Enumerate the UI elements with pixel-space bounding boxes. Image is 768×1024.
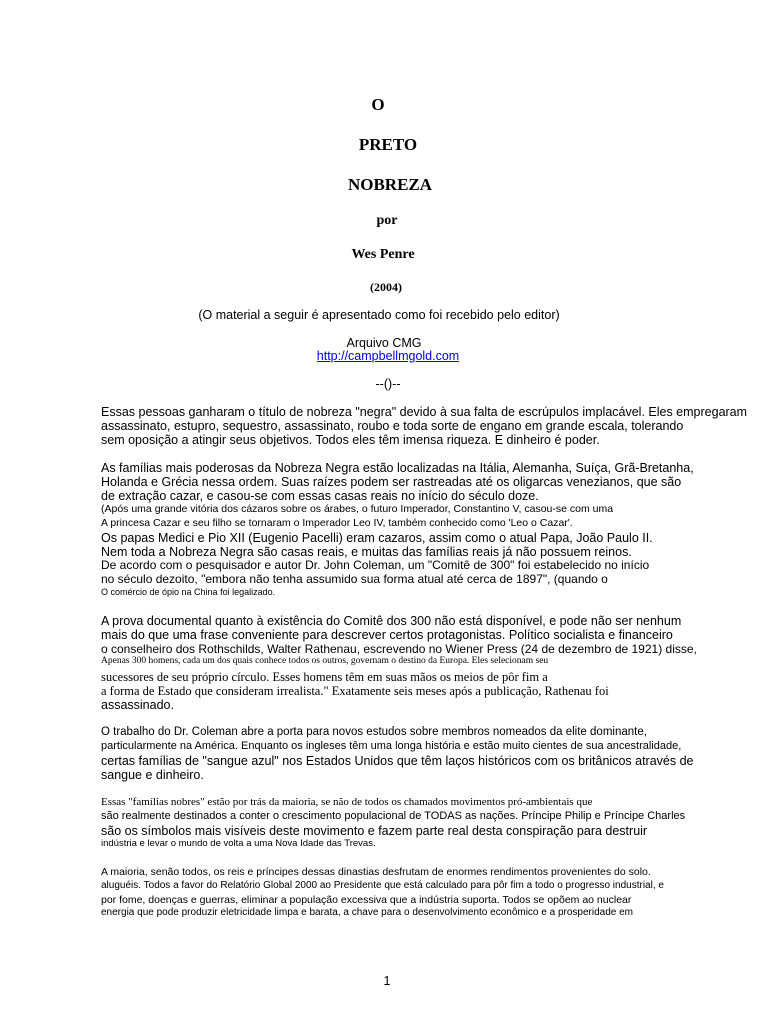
byline-por: por (376, 213, 398, 228)
paragraph-5-line-4: indústria e levar o mundo de volta a uma Nova Idade das Trevas. (101, 838, 376, 849)
paragraph-5-line-1: Essas "famílias nobres" estão por trás da maioria, se não de todos os chamados movimentos pró-ambientais que (101, 796, 593, 808)
paragraph-5-line-2: são realmente destinados a conter o crescimento populacional de TODAS as nações. Príncipe Philip e Príncipe Charles (101, 810, 686, 822)
paragraph-3-line-1: A prova documental quanto à existência do Comitê dos 300 não está disponível, e pode não ser nenhum (101, 614, 682, 628)
paragraph-2-line-10: O comércio de ópio na China foi legalizado. (101, 587, 276, 597)
paragraph-4-line-4: sangue e dinheiro. (101, 768, 204, 782)
paragraph-3-line-5: sucessores de seu próprio círculo. Esses homens têm em suas mãos os meios de pôr fim a (101, 670, 548, 684)
paragraph-2-line-6: Os papas Medici e Pio XII (Eugenio Pacelli) eram cazaros, assim como o atual Papa, João Paulo II. (101, 531, 653, 545)
title-line-2: PRETO (358, 135, 418, 154)
title-line-3: NOBREZA (347, 175, 433, 194)
paragraph-2-line-1: As famílias mais poderosas da Nobreza Negra estão localizadas na Itália, Alemanha, Suíça, Grã-Bretanha, (101, 461, 694, 475)
page-number: 1 (383, 974, 391, 988)
paragraph-2-line-4: (Após uma grande vitória dos cázaros sobre os árabes, o futuro Imperador, Constantino V, casou-se com uma (101, 503, 614, 515)
archive-label: Arquivo CMG (346, 336, 422, 350)
paragraph-1-line-2: assassinato, estupro, sequestro, assassinato, roubo e toda sorte de engano em grande escala, tolerando (101, 419, 684, 433)
title-line-1: O (371, 95, 385, 114)
paragraph-6-line-1: A maioria, senão todos, os reis e príncipes dessas dinastias desfrutam de enormes rendimentos provenientes do solo. (101, 866, 651, 878)
paragraph-4-line-1: O trabalho do Dr. Coleman abre a porta para novos estudos sobre membros nomeados da elite dominante, (101, 726, 647, 738)
paragraph-3-line-6: a forma de Estado que consideram irrealista." Exatamente seis meses após a publicação, Rathenau foi (101, 684, 609, 698)
paragraph-3-line-2: mais do que uma frase conveniente para descrever certos protagonistas. Político socialista e financeiro (101, 628, 673, 642)
paragraph-2-line-8: De acordo com o pesquisador e autor Dr. John Coleman, um "Comitê de 300" foi estabelecido no início (101, 558, 650, 572)
paragraph-2-line-9: no século dezoito, "embora não tenha assumido sua forma atual até cerca de 1897", (quando o (101, 572, 608, 586)
paragraph-1-line-3: sem oposição a atingir seus objetivos. Todos eles têm imensa riqueza. E dinheiro é poder. (101, 433, 600, 447)
source-link[interactable]: http://campbellmgold.com (316, 349, 460, 363)
paragraph-2-line-5: A princesa Cazar e seu filho se tornaram o Imperador Leo IV, também conhecido como 'Leo o Cazar'. (101, 517, 573, 529)
paragraph-5-line-3: são os símbolos mais visíveis deste movimento e fazem parte real desta conspiração para destruir (101, 824, 648, 838)
paragraph-3-line-3: o conselheiro dos Rothschilds, Walter Rathenau, escrevendo no Wiener Press (24 de dezembro de 1921) disse, (101, 642, 697, 656)
paragraph-4-line-2: particularmente na América. Enquanto os ingleses têm uma longa história e estão muito cientes de sua ancestralidade, (101, 740, 682, 752)
paragraph-6-line-3: por fome, doenças e guerras, eliminar a população excessiva que a indústria suporta. Todos se opõem ao nuclear (101, 894, 632, 906)
paragraph-3-line-7: assassinado. (101, 698, 174, 712)
paragraph-2-line-2: Holanda e Grécia nessa ordem. Suas raízes podem ser rastreadas até os oligarcas venezianos, que são (101, 475, 682, 489)
author-name: Wes Penre (351, 247, 415, 262)
paragraph-2-line-7: Nem toda a Nobreza Negra são casas reais, e muitas das famílias reais já não possuem reinos. (101, 545, 632, 559)
paragraph-6-line-2: aluguéis. Todos a favor do Relatório Global 2000 ao Presidente que está calculado para pôr fim a todo o progresso industrial, e (101, 880, 664, 891)
paragraph-6-line-4: energia que pode produzir eletricidade limpa e barata, a chave para o desenvolvimento econômico e a prosperidade em (101, 907, 633, 918)
paragraph-4-line-3: certas famílias de "sangue azul" nos Estados Unidos que têm laços históricos com os britânicos através de (101, 754, 694, 768)
section-separator: --()-- (375, 377, 401, 391)
paragraph-3-line-4: Apenas 300 homens, cada um dos quais conhece todos os outros, governam o destino da Europa. Eles selecionam seu (101, 656, 549, 666)
publication-year: (2004) (370, 280, 402, 294)
paragraph-1-line-1: Essas pessoas ganharam o título de nobreza "negra" devido à sua falta de escrúpulos implacável. Eles empregaram (101, 405, 748, 419)
editor-note: (O material a seguir é apresentado como foi recebido pelo editor) (198, 308, 560, 322)
paragraph-2-line-3: de extração cazar, e casou-se com essas casas reais no início do século doze. (101, 489, 539, 503)
